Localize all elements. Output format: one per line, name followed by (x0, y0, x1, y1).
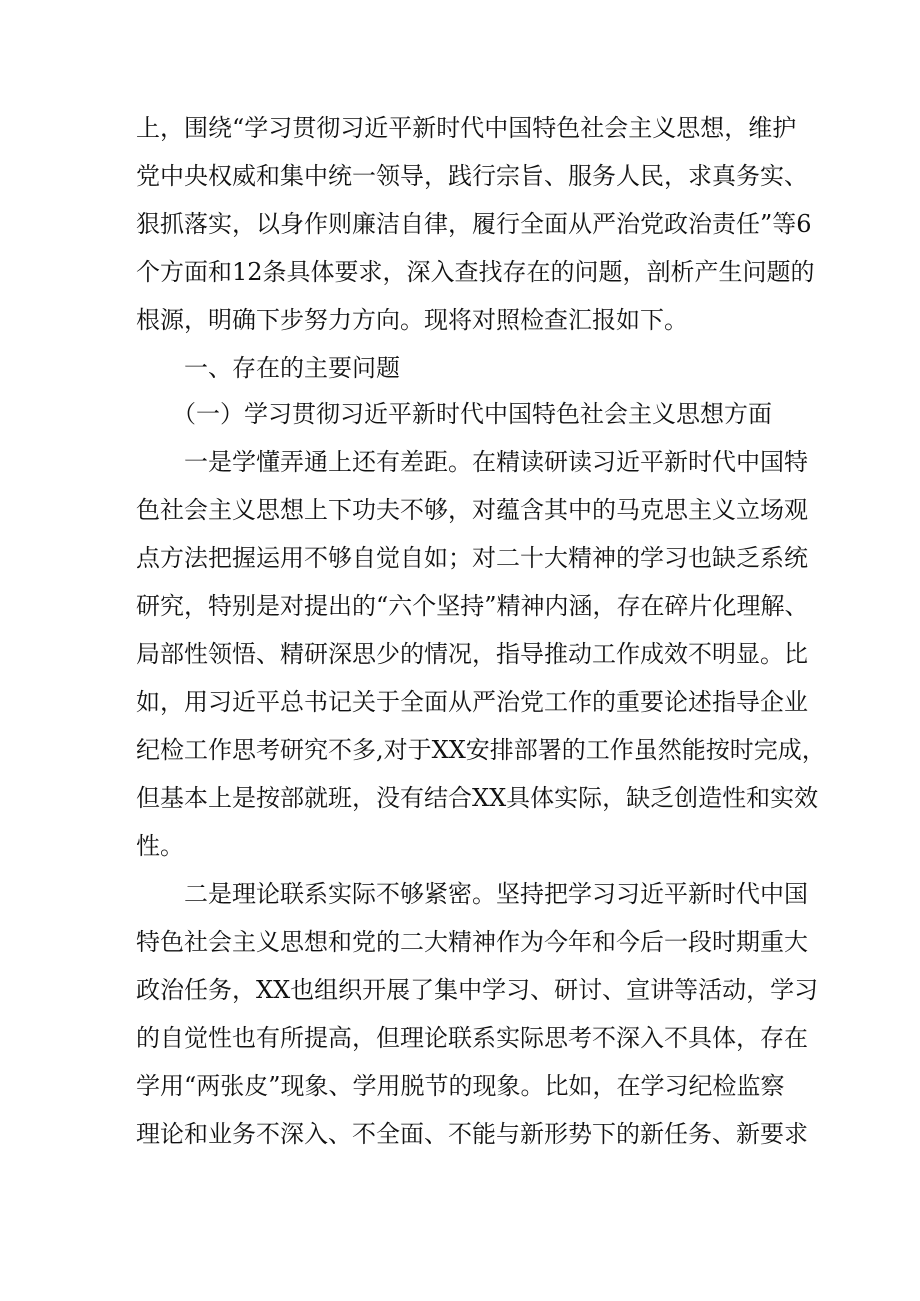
paragraph-line: 但基本上是按部就班，没有结合XX具体实际，缺乏创造性和实效 (136, 784, 819, 812)
paragraph-line: 研究，特别是对提出的“六个坚持”精神内涵，存在碎片化理解、 (136, 592, 809, 620)
paragraph-line: 上，围绕“学习贯彻习近平新时代中国特色社会主义思想，维护 (136, 114, 797, 142)
paragraph-line: 的自觉性也有所提高，但理论联系实际思考不深入不具体，存在 (136, 1024, 808, 1052)
paragraph-line: 理论和业务不深入、不全面、不能与新形势下的新任务、新要求 (136, 1120, 808, 1148)
paragraph-line: 政治任务，XX也组织开展了集中学习、研讨、宣讲等活动，学习 (136, 976, 819, 1004)
paragraph-line: 点方法把握运用不够自觉自如；对二十大精神的学习也缺乏系统 (136, 544, 808, 572)
paragraph-line: 局部性领悟、精研深思少的情况，指导推动工作成效不明显。比 (136, 640, 808, 668)
paragraph-line: 性。 (136, 832, 184, 860)
paragraph-line: 色社会主义思想上下功夫不够，对蕴含其中的马克思主义立场观 (136, 496, 808, 524)
paragraph-line: 党中央权威和集中统一领导，践行宗旨、服务人民，求真务实、 (136, 162, 808, 190)
paragraph-line: 特色社会主义思想和党的二大精神作为今年和今后一段时期重大 (136, 928, 808, 956)
paragraph-line: 学用“两张皮”现象、学用脱节的现象。比如，在学习纪检监察 (136, 1072, 785, 1100)
paragraph-line: 二是理论联系实际不够紧密。坚持把学习习近平新时代中国 (184, 880, 808, 908)
paragraph-line: 如，用习近平总书记关于全面从严治党工作的重要论述指导企业 (136, 688, 808, 716)
paragraph-line: 根源，明确下步努力方向。现将对照检查汇报如下。 (136, 306, 688, 334)
paragraph-line: 个方面和12条具体要求，深入查找存在的问题，剖析产生问题的 (136, 258, 815, 286)
paragraph-line: 一是学懂弄通上还有差距。在精读研读习近平新时代中国特 (184, 448, 808, 476)
section-heading: 一、存在的主要问题 (184, 354, 400, 382)
paragraph-line: 纪检工作思考研究不多,对于XX安排部署的工作虽然能按时完成， (136, 736, 826, 764)
paragraph-line: 狠抓落实，以身作则廉洁自律，履行全面从严治党政治责任”等6 (136, 210, 812, 238)
subsection-heading: （一）学习贯彻习近平新时代中国特色社会主义思想方面 (172, 400, 772, 428)
